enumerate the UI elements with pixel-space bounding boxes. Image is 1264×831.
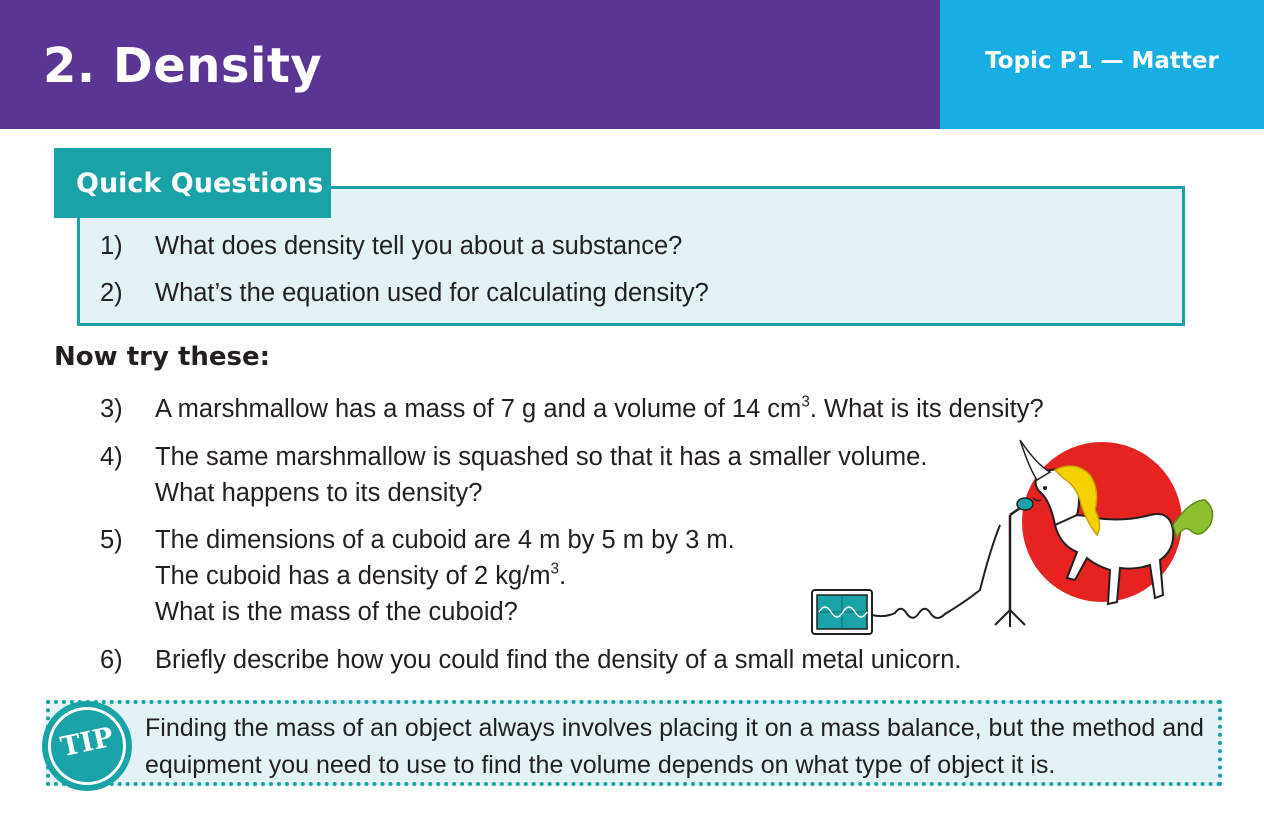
tip-label: TIP (57, 721, 117, 764)
question-6 (100, 642, 962, 678)
page-title: 2. Density (43, 38, 323, 94)
quick-questions-heading: Quick Questions (54, 148, 331, 218)
oscilloscope-icon (812, 590, 872, 634)
question-text: A marshmallow has a mass of 7 g and a volume of 14 $cm^3$. What is its density? (155, 393, 1044, 423)
topic-banner (940, 0, 1264, 129)
question-2 (100, 275, 709, 311)
question-5 (100, 522, 735, 626)
question-text: The dimensions of a cuboid are 4 m by 5 m by 3 m. The cuboid has a density of 2 $kg/m^3$. What is the mass of the cuboid? (155, 526, 735, 626)
question-number: 2) (100, 279, 123, 307)
question-text: What’s the equation used for calculating density? (155, 279, 709, 307)
topic-label: Topic P1 — Matter (985, 48, 1219, 74)
cable (872, 525, 1000, 618)
question-number: 1) (100, 232, 123, 260)
question-text: The same marshmallow is squashed so that it has a smaller volume. What happens to its density? (155, 443, 928, 507)
tip-text: Finding the mass of an object always involves placing it on a mass balance, but the method and equipment you need to use to find the volume depends on what type of object it is. (145, 714, 1204, 779)
header-banner (0, 0, 940, 129)
question-4 (100, 439, 928, 507)
tip-badge (42, 701, 132, 791)
unicorn-illustration (805, 430, 1225, 645)
now-try-heading: Now try these: (54, 342, 271, 372)
question-number: 5) (100, 526, 123, 554)
question-number: 6) (100, 646, 123, 674)
question-text: What does density tell you about a substance? (155, 232, 683, 260)
question-number: 3) (100, 395, 123, 423)
question-1 (100, 228, 683, 264)
question-number: 4) (100, 443, 123, 471)
question-text: Briefly describe how you could find the density of a small metal unicorn. (155, 646, 962, 674)
question-3 (100, 391, 1044, 427)
